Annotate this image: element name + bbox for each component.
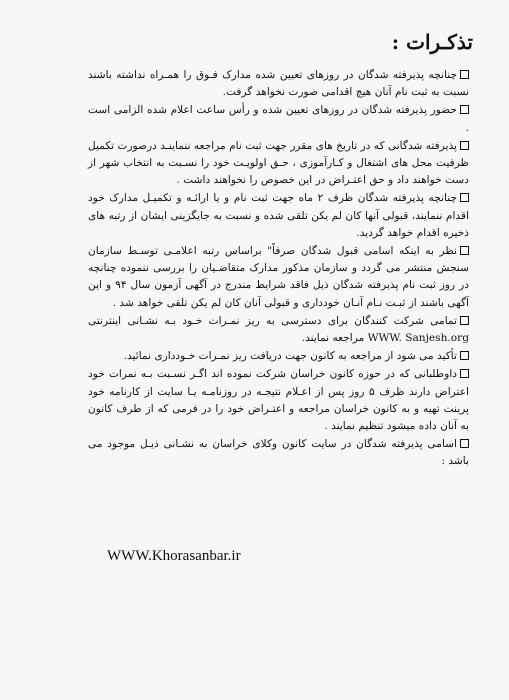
note-item [88, 366, 469, 435]
note-item [88, 67, 469, 101]
note-item [88, 102, 469, 136]
checkbox-icon [460, 316, 469, 325]
note-text: تمامی شرکت کنندگان برای دسترسی به ریز نمـرات خـود بـه نشـانی اینترنتی WWW. Sanjesh.org مراجعه نمایند. [88, 314, 469, 345]
checkbox-icon [460, 105, 469, 114]
note-item [88, 138, 469, 190]
note-text: داوطلبانی که در حوزه کانون خراسان شرکت نموده اند اگـر نسـبت بـه نمرات خود اعتراض دارند ظرف ۵ روز پس از اعـلام نتیجـه در روزنامـه یـا سایت از کارنامه خود پرینت تهیه و به کانون خراسان مراجعه و اعتـراض خود را در فرمی که از طرف کانون به آنان داده میشود تنظیم نمایند . [88, 368, 469, 433]
note-text: نظر به اینکه اسامی قبول شدگان صرفاً" براساس رتبه اعلامـی توسـط سازمان سنجش منتشر می گردد و سازمان مذکور مدارک متقاضـیان را بررسی ننموده چنانچه در روز ثبت نام پذیرفته شدگان ذیل فاقد شرایط مندرج در آگهی آزمون سال ۹۴ و این آگهی باشند از ثبـت نـام آنـان خودداری و قبولی آنان کان لم یکن تلقی خواهد شد . [88, 245, 469, 309]
note-text: پذیرفته شدگانی که در تاریخ های مقرر جهت ثبت نام مراجعه ننماینـد درصورت تکمیل ظرفیت محل های اشتغال و کـارآموزی ، حـق اولویـت خود را نسـبت به انتخاب شهر از دست خواهند داد و حق اعتـراض در این خصوص را نخواهند داشت . [87, 139, 469, 187]
checkbox-icon [460, 439, 469, 448]
checkbox-icon [460, 141, 469, 150]
note-item [88, 313, 469, 347]
page-title: تذکـرات : [391, 30, 473, 54]
note-item [88, 243, 469, 312]
checkbox-icon [460, 351, 469, 360]
note-item [88, 190, 469, 242]
notes-list [88, 67, 469, 472]
note-text: اسامی پذیرفته شدگان در سایت کانون وکلای خراسان به نشـانی ذیـل موجود می باشد : [88, 438, 469, 468]
note-text: چنانچه پذیرفته شدگان در روزهای تعیین شده مدارک فـوق را همـراه نداشته باشند نسبت به ثبت نام آنان هیچ اقدامی صورت نخواهد گرفت. [88, 69, 469, 99]
website-url[interactable]: WWW.Khorasanbar.ir [107, 548, 241, 564]
checkbox-icon [460, 193, 469, 202]
note-text: چنانچه پذیرفته شدگان ظرف ۲ ماه جهت ثبت نام و یا ارائـه و تکمیـل مدارک خود اقدام ننمایند، قبولی آنها کان لم یکن تلقی شده و نسبت به جایگزینی ایشان از رتبه های ذخیره اقدام خواهد گردید. [88, 192, 469, 239]
note-text: حضور پذیرفته شدگان در روزهای تعیین شده و رأس ساعت اعلام شده الزامی است . [88, 104, 469, 134]
checkbox-icon [460, 70, 469, 79]
checkbox-icon [460, 369, 469, 378]
note-item [88, 436, 469, 470]
checkbox-icon [460, 246, 469, 255]
note-text: تأکید می شود از مراجعه به کانون جهت دریافت ریز نمـرات خـودداری نمائید. [123, 350, 457, 363]
note-item [88, 348, 469, 365]
